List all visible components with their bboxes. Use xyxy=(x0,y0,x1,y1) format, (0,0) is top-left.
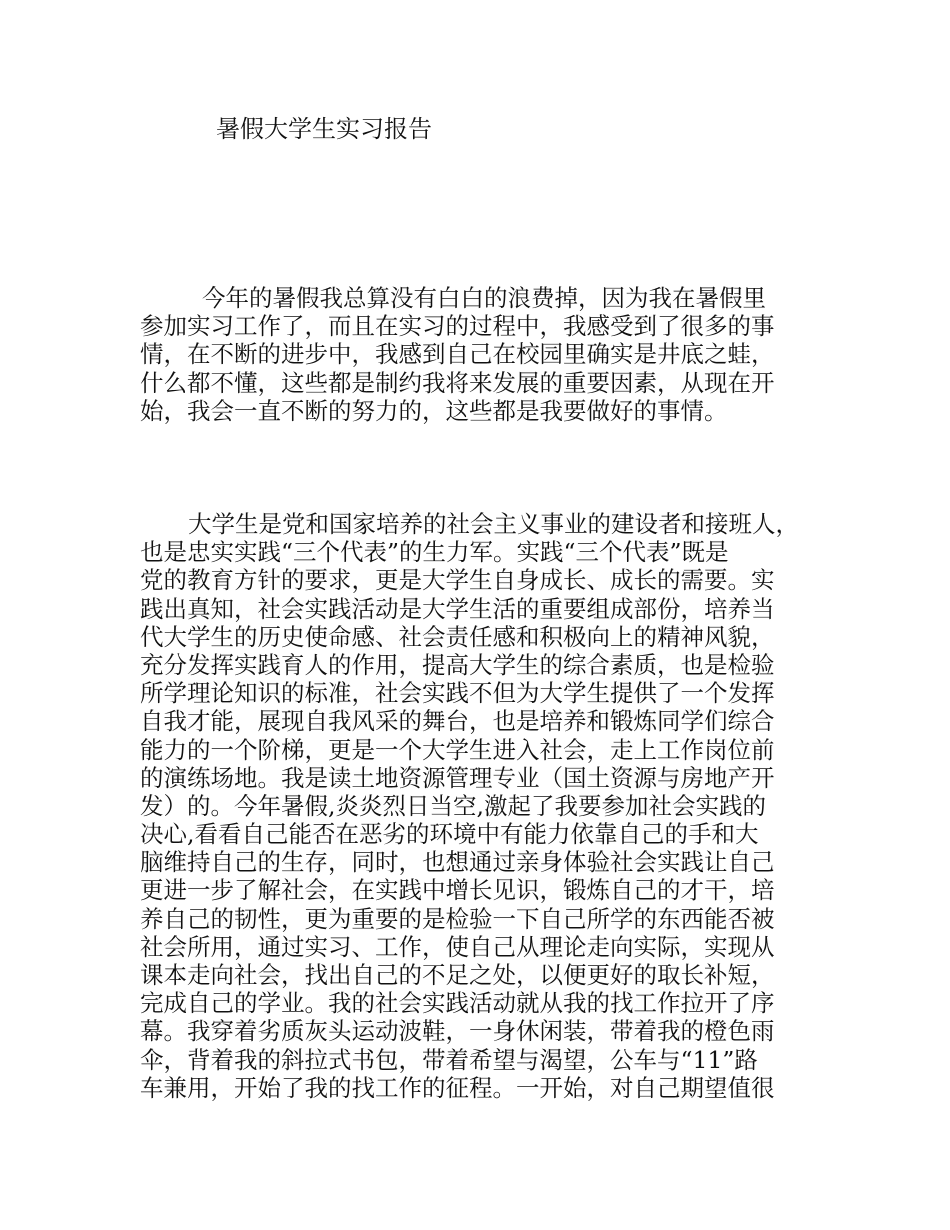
text-line: 也是忠实实践“三个代表”的生力军。实践“三个代表”既是 xyxy=(140,538,729,567)
text-line: 的演练场地。我是读土地资源管理专业（国土资源与房地产开 xyxy=(140,763,775,792)
text-line: 践出真知，社会实践活动是大学生活的重要组成部份，培养当 xyxy=(140,594,775,623)
text-line: 养自己的韧性，更为重要的是检验一下自己所学的东西能否被 xyxy=(140,904,775,933)
paragraph-1 xyxy=(140,284,820,425)
text-line: 情，在不断的进步中，我感到自己在校园里确实是井底之蛙， xyxy=(140,340,775,369)
text-line: 脑维持自己的生存，同时，也想通过亲身体验社会实践让自己 xyxy=(140,848,775,877)
text-line: 能力的一个阶梯，更是一个大学生进入社会，走上工作岗位前 xyxy=(140,735,775,764)
paragraph-2 xyxy=(140,510,820,1102)
text-line: 发）的。今年暑假,炎炎烈日当空,激起了我要参加社会实践的 xyxy=(140,791,766,820)
text-line: 自我才能，展现自我风采的舞台，也是培养和锻炼同学们综合 xyxy=(140,707,775,736)
text-line: 代大学生的历史使命感、社会责任感和积极向上的精神风貌， xyxy=(140,622,775,651)
text-line: 什么都不懂，这些都是制约我将来发展的重要因素，从现在开 xyxy=(140,368,775,397)
text-line: 大学生是党和国家培养的社会主义事业的建设者和接班人， xyxy=(188,510,799,538)
text-line: 课本走向社会，找出自己的不足之处，以便更好的取长补短， xyxy=(140,961,775,989)
text-line: 今年的暑假我总算没有白白的浪费掉，因为我在暑假里 xyxy=(202,284,766,312)
text-line: 更进一步了解社会，在实践中增长见识，锻炼自己的才干，培 xyxy=(140,876,775,905)
text-line: 伞，背着我的斜拉式书包，带着希望与渴望，公车与“11”路 xyxy=(140,1045,758,1074)
text-line: 幕。我穿着劣质灰头运动波鞋，一身休闲装，带着我的橙色雨 xyxy=(140,1017,775,1046)
text-line: 车兼用，开始了我的找工作的征程。一开始，对自己期望值很 xyxy=(140,1073,775,1102)
text-line: 完成自己的学业。我的社会实践活动就从我的找工作拉开了序 xyxy=(140,989,775,1018)
text-line: 始，我会一直不断的努力的，这些都是我要做好的事情。 xyxy=(140,396,728,425)
text-line: 所学理论知识的标准，社会实践不但为大学生提供了一个发挥 xyxy=(140,679,775,708)
text-line: 社会所用，通过实习、工作，使自己从理论走向实际，实现从 xyxy=(140,932,775,961)
text-line: 参加实习工作了，而且在实习的过程中，我感受到了很多的事 xyxy=(140,312,775,341)
text-line: 充分发挥实践育人的作用，提高大学生的综合素质，也是检验 xyxy=(140,650,775,679)
text-line: 决心,看看自己能否在恶劣的环境中有能力依靠自己的手和大 xyxy=(140,820,759,849)
document-title: 暑假大学生实习报告 xyxy=(216,115,432,143)
text-line: 党的教育方针的要求，更是大学生自身成长、成长的需要。实 xyxy=(140,566,775,595)
